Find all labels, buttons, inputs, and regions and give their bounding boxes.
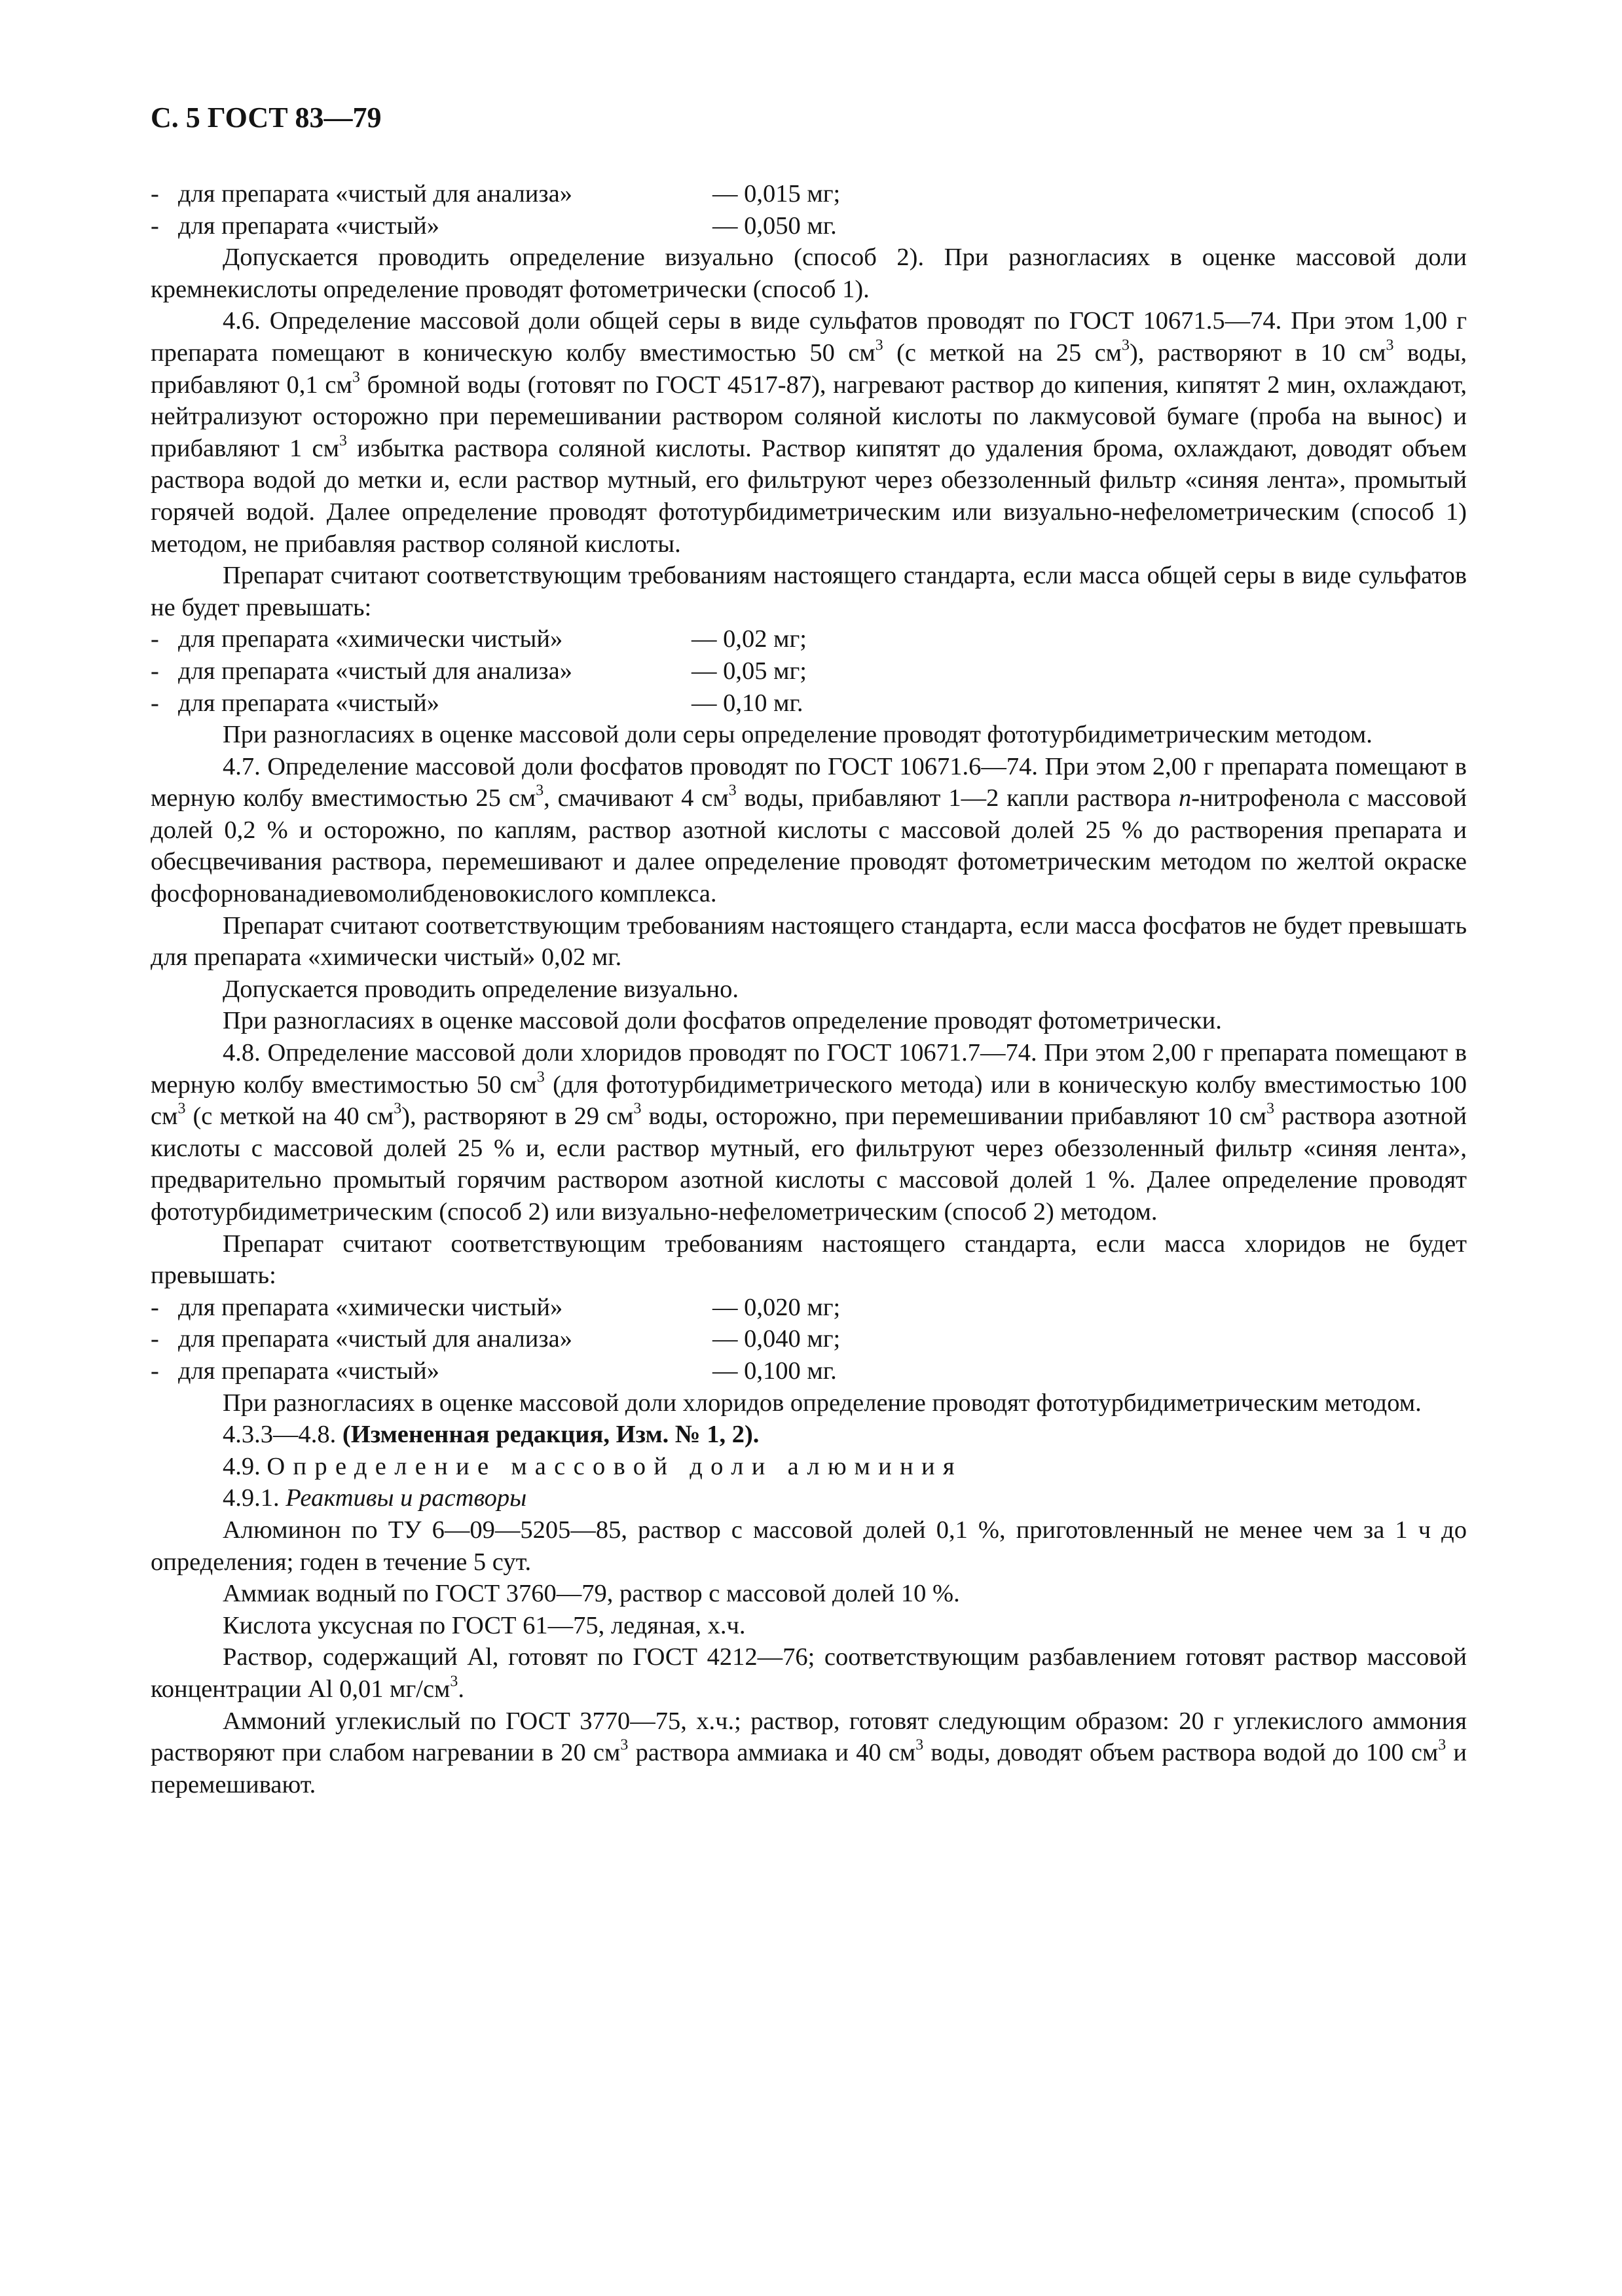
document-page [151, 98, 1467, 1800]
list-item-label: для препарата «чистый» [178, 211, 439, 240]
list-item-value: — 0,040 мг; [712, 1325, 841, 1353]
document-body [151, 178, 1467, 1800]
paragraph: Препарат считают соответствующим требованиям настоящего стандарта, если масса хлоридов не будет превышать: [151, 1230, 1467, 1290]
list-item-label: для препарата «химически чистый» [178, 1293, 563, 1321]
list-item-label: для препарата «химически чистый» [178, 625, 563, 653]
list-item-value: — 0,05 мг; [691, 657, 807, 685]
paragraph: Препарат считают соответствующим требованиям настоящего стандарта, если масса фосфатов не будет превышать для препарата «химически чистый» 0,02 мг. [151, 911, 1467, 972]
paragraph: 4.3.3—4.8. (Измененная редакция, Изм. № 1, 2). [223, 1421, 760, 1449]
paragraph: 4.9. Определение массовой доли алюминия [223, 1452, 963, 1480]
list-item-value: — 0,02 мг; [691, 625, 807, 653]
paragraph: Аммоний углекислый по ГОСТ 3770—75, х.ч.; раствор, готовят следующим образом: 20 г углекислого аммония растворяют при слабом нагревании в 20 $см^3$ раствора аммиака и 40 $см^3$ воды, доводят объем раствора водой до 100 $см^3$ и перемешивают. [151, 1707, 1467, 1798]
list-dash: - [151, 180, 159, 208]
paragraph: Алюминон по ТУ 6—09—5205—85, раствор с массовой долей 0,1 %, приготовленный не менее чем за 1 ч до определения; годен в течение 5 сут. [151, 1516, 1467, 1576]
list-dash: - [151, 657, 159, 685]
list-dash: - [151, 211, 159, 240]
paragraph: Препарат считают соответствующим требованиям настоящего стандарта, если масса общей серы в виде сульфатов не будет превышать: [151, 562, 1467, 621]
list-item [151, 1355, 1467, 1387]
list-item [151, 210, 1467, 242]
paragraph: Кислота уксусная по ГОСТ 61—75, ледяная, х.ч. [223, 1611, 746, 1639]
paragraph: 4.8. Определение массовой доли хлоридов проводят по ГОСТ 10671.7—74. При этом 2,00 г препарата помещают в мерную колбу вместимостью 50 $см^3$ (для фототурбидиметрического метода) или в коническую колбу вместимостью 100 $см^3$ (с меткой на 40 $см^3$), растворяют в 29 $см^3$ воды, осторожно, при перемешивании прибавляют 10 $см^3$ раствора азотной кислоты с массовой долей 25 % и, если раствор мутный, его фильтруют через обеззоленный фильтр «синяя лента», предварительно промытый горячим раствором азотной кислоты с массовой долей 1 %. Далее определение проводят фототурбидиметрическим (способ 2) или визуально-нефелометрическим (способ 2) методом. [151, 1039, 1467, 1226]
list-item [151, 1292, 1467, 1324]
paragraph: 4.6. Определение массовой доли общей серы в виде сульфатов проводят по ГОСТ 10671.5—74. При этом 1,00 г препарата помещают в коническую колбу вместимостью 50 $см^3$ (с меткой на 25 $см^3$), растворяют в 10 $см^3$ воды, прибавляют 0,1 $см^3$ бромной воды (готовят по ГОСТ 4517-87), нагревают раствор до кипения, кипятят 2 мин, охлаждают, нейтрализуют осторожно при перемешивании раствором соляной кислоты по лакмусовой бумаге (проба на вынос) и прибавляют 1 $см^3$ избытка раствора соляной кислоты. Раствор кипятят до удаления брома, охлаждают, доводят объем раствора водой до метки и, если раствор мутный, его фильтруют через обеззоленный фильтр «синяя лента», промытый горячей водой. Далее определение проводят фототурбидиметрическим или визуально-нефелометрическим (способ 1) методом, не прибавляя раствор соляной кислоты. [151, 307, 1467, 558]
list-item-label: для препарата «чистый» [178, 689, 439, 717]
paragraph: При разногласиях в оценке массовой доли серы определение проводят фототурбидиметрическим методом. [223, 721, 1373, 749]
paragraph: Аммиак водный по ГОСТ 3760—79, раствор с массовой долей 10 %. [223, 1580, 960, 1608]
list-item-value: — 0,015 мг; [712, 180, 841, 208]
paragraph: 4.9.1. Реактивы и растворы [223, 1484, 527, 1512]
list-item-label: для препарата «чистый для анализа» [178, 1325, 572, 1353]
paragraph: 4.7. Определение массовой доли фосфатов проводят по ГОСТ 10671.6—74. При этом 2,00 г препарата помещают в мерную колбу вместимостью 25 $см^3$, смачивают 4 $см^3$ воды, прибавляют 1—2 капли раствора n-нитрофенола с массовой долей 0,2 % и осторожно, по каплям, раствор азотной кислоты с массовой долей 25 % до растворения препарата и обесцвечивания раствора, перемешивают и далее определение проводят фотометрическим методом по желтой окраске фосфорнованадиевомолибденовокислого комплекса. [151, 752, 1467, 908]
list-item-value: — 0,050 мг. [712, 211, 837, 240]
list-dash: - [151, 689, 159, 717]
list-item-label: для препарата «чистый» [178, 1357, 439, 1385]
list-item [151, 1323, 1467, 1355]
list-item [151, 178, 1467, 210]
list-item [151, 655, 1467, 687]
list-item-label: для препарата «чистый для анализа» [178, 657, 572, 685]
list-dash: - [151, 1293, 159, 1321]
paragraph: Раствор, содержащий Al, готовят по ГОСТ 4212—76; соответствующим разбавлением готовят раствор массовой концентрации Al 0,01 $мг/см^3$. [151, 1643, 1467, 1703]
paragraph: Допускается проводить определение визуально (способ 2). При разногласиях в оценке массовой доли кремнекислоты определение проводят фотометрически (способ 1). [151, 244, 1467, 303]
list-dash: - [151, 1325, 159, 1353]
paragraph: При разногласиях в оценке массовой доли хлоридов определение проводят фототурбидиметрическим методом. [223, 1389, 1422, 1417]
paragraph: При разногласиях в оценке массовой доли фосфатов определение проводят фотометрически. [223, 1007, 1222, 1035]
page-header: С. 5 ГОСТ 83—79 [151, 101, 382, 134]
list-item [151, 623, 1467, 655]
list-item [151, 687, 1467, 720]
list-item-value: — 0,10 мг. [691, 689, 803, 717]
list-dash: - [151, 625, 159, 653]
list-item-value: — 0,100 мг. [712, 1357, 837, 1385]
list-dash: - [151, 1357, 159, 1385]
list-item-value: — 0,020 мг; [712, 1293, 841, 1321]
paragraph: Допускается проводить определение визуально. [223, 975, 739, 1003]
list-item-label: для препарата «чистый для анализа» [178, 180, 572, 208]
